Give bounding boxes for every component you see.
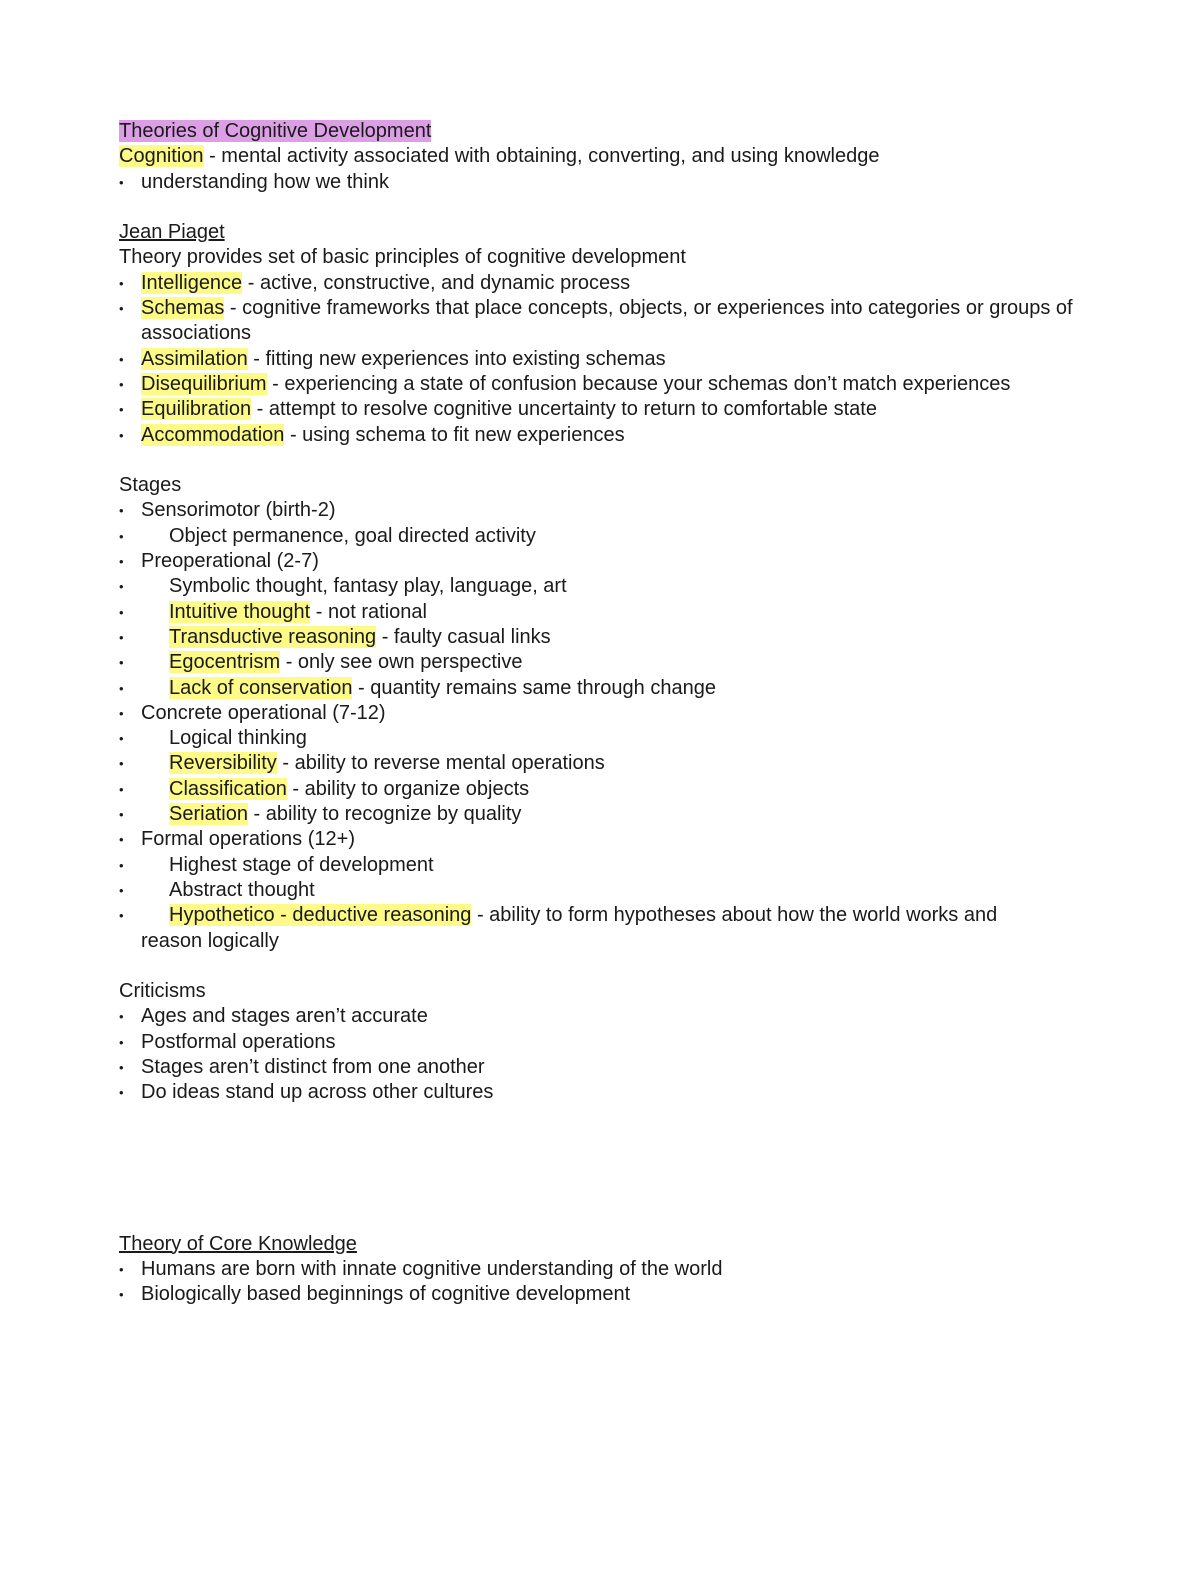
list-item: • Postformal operations (119, 1030, 1119, 1055)
stage-item: • Sensorimotor (birth-2) (119, 498, 1119, 523)
list-item: • understanding how we think (119, 170, 1119, 195)
section-heading-stages: Stages (119, 474, 182, 497)
cognition-definition: Cognition - mental activity associated with obtaining, converting, and using knowledge (119, 145, 880, 168)
stage-item: • Concrete operational (7-12) (119, 701, 1119, 726)
list-item: • Accommodation - using schema to fit new experiences (119, 423, 1119, 448)
page-title: Theories of Cognitive Development (119, 120, 432, 142)
list-item: • Disequilibrium - experiencing a state of confusion because your schemas don’t match experiences (119, 372, 1119, 397)
list-item: • Schemas - cognitive frameworks that place concepts, objects, or experiences into categories or groups of associations (119, 296, 1081, 347)
list-item: • Lack of conservation - quantity remains same through change (119, 676, 1119, 701)
list-item-continuation: reason logically (141, 929, 279, 952)
list-item: • Humans are born with innate cognitive understanding of the world (119, 1257, 1119, 1282)
list-item: • Highest stage of development (119, 853, 1119, 878)
list-item: • Assimilation - fitting new experiences into existing schemas (119, 347, 1119, 372)
section-heading-core-knowledge: Theory of Core Knowledge (119, 1232, 357, 1255)
section-heading-criticisms: Criticisms (119, 980, 206, 1003)
list-item: • Transductive reasoning - faulty casual links (119, 625, 1119, 650)
list-item: • Do ideas stand up across other cultures (119, 1080, 1119, 1105)
list-item: • Equilibration - attempt to resolve cognitive uncertainty to return to comfortable state (119, 397, 1119, 422)
stage-item: • Formal operations (12+) (119, 827, 1119, 852)
list-item: • Abstract thought (119, 878, 1119, 903)
term: Cognition (119, 145, 204, 168)
list-item: • Egocentrism - only see own perspective (119, 650, 1119, 675)
list-item: • Reversibility - ability to reverse mental operations (119, 751, 1119, 776)
list-item: • Intelligence - active, constructive, and dynamic process (119, 271, 1119, 296)
list-item: • Object permanence, goal directed activity (119, 524, 1119, 549)
list-item: • Classification - ability to organize objects (119, 777, 1119, 802)
list-item: • Logical thinking (119, 726, 1119, 751)
section-heading-piaget: Jean Piaget (119, 221, 225, 244)
piaget-intro: Theory provides set of basic principles of cognitive development (119, 246, 686, 269)
stage-item: • Preoperational (2-7) (119, 549, 1119, 574)
document-body (119, 119, 1119, 1307)
list-item: • Symbolic thought, fantasy play, language, art (119, 574, 1119, 599)
list-item: • Intuitive thought - not rational (119, 600, 1119, 625)
list-item: • Ages and stages aren’t accurate (119, 1004, 1119, 1029)
list-item: • Hypothetico - deductive reasoning - ability to form hypotheses about how the world works and (119, 903, 1119, 928)
list-item: • Biologically based beginnings of cognitive development (119, 1282, 1119, 1307)
list-item: • Stages aren’t distinct from one another (119, 1055, 1119, 1080)
list-item: • Seriation - ability to recognize by quality (119, 802, 1119, 827)
